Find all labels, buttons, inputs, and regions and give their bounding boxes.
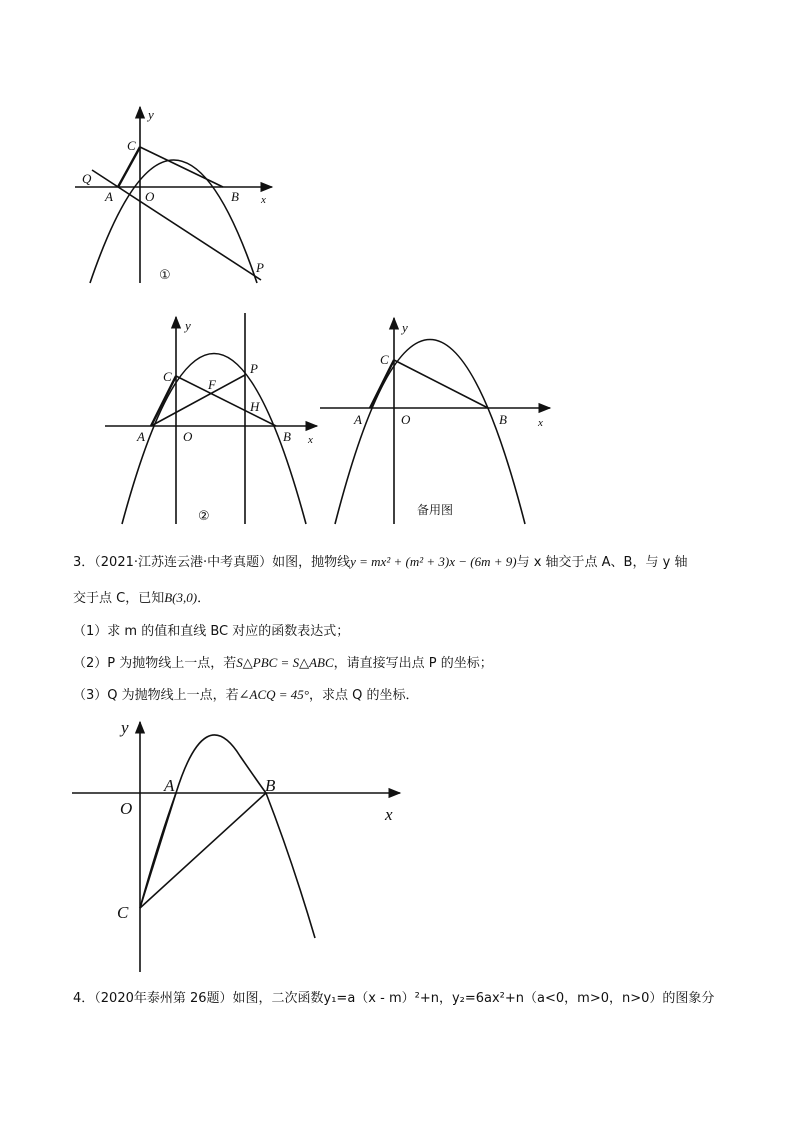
fig3-label-o: O (401, 412, 411, 427)
fig2-label-h: H (250, 399, 260, 414)
fig1-line-cb (140, 147, 223, 187)
problem-3-statement-line-1 (73, 553, 753, 572)
fig2-label-a: A (137, 429, 145, 444)
problem-3-question-1 (73, 623, 753, 641)
fig3-parabola (335, 340, 525, 525)
fig1-label-a: A (105, 189, 113, 204)
problem-3-q2-a: （2）P 为抛物线上一点，若 (73, 656, 237, 671)
problem-3-point-b: B(3,0) (164, 590, 198, 605)
fig2-label-x: x (308, 434, 313, 446)
fig4-label-o: O (120, 799, 133, 818)
fig1-line-ac (118, 147, 140, 187)
problem-3-q2-b: ，请直接写出点 P 的坐标； (333, 656, 493, 671)
fig2-label-o: O (183, 429, 193, 444)
fig4-label-y: y (121, 718, 129, 737)
problem-4-text: 4．（2020年泰州第 26题）如图，二次函数y₁=a（x - m）²+n，y₂=6ax²+n（a<0，m>0，n>0）的图象分 (73, 991, 715, 1006)
problem-3-question-3 (73, 686, 753, 705)
fig3-caption: 备用图 (417, 503, 454, 517)
problem-3-q2-formula: S△PBC = S△ABC (236, 655, 334, 670)
problem-3-q3-a: （3）Q 为抛物线上一点，若 (73, 688, 239, 703)
fig2-label-b: B (283, 429, 291, 444)
fig3-label-c: C (380, 352, 389, 367)
fig4-label-x: x (385, 805, 393, 824)
fig2-label-f: F (208, 377, 216, 392)
fig1-label-b: B (231, 189, 239, 204)
fig4-parabola (140, 735, 315, 938)
problem-3-after-formula: 与 x 轴交于点 A、B，与 y 轴 (516, 555, 688, 570)
problem-3-statement-line-2 (73, 589, 753, 608)
problem-3-head: 3．（2021·江苏连云港·中考真题）如图，抛物线 (73, 555, 351, 570)
fig3-line-cb (394, 360, 488, 408)
problem-3-line2-c: ． (197, 591, 211, 606)
fig1-parabola (90, 160, 257, 283)
fig1-label-y: y (148, 107, 154, 122)
fig3-label-x: x (538, 417, 543, 429)
fig4-label-a: A (164, 776, 175, 795)
problem-3-q3-formula: ∠ACQ = 45° (238, 687, 310, 702)
figure-1-labels (82, 107, 266, 283)
problem-3-q3-b: ，求点 Q 的坐标． (309, 688, 419, 703)
fig2-label-y: y (185, 318, 191, 333)
fig4-label-b: B (265, 776, 276, 795)
problem-3-q1-text: （1）求 m 的值和直线 BC 对应的函数表达式； (73, 624, 350, 639)
fig4-label-c: C (117, 903, 129, 922)
fig3-label-b: B (499, 412, 507, 427)
fig1-label-q: Q (82, 171, 92, 186)
fig1-label-c: C (127, 138, 136, 153)
fig3-label-y: y (402, 320, 408, 335)
problem-3-line2-a: 交于点 C，已知 (73, 591, 165, 606)
figure-2-labels (136, 318, 313, 524)
problem-4-statement (73, 990, 753, 1008)
fig1-label-p: P (256, 260, 264, 275)
fig3-line-ac (370, 360, 394, 408)
problem-3-question-2 (73, 654, 753, 673)
figure-2 (105, 313, 317, 524)
figure-4 (72, 722, 400, 972)
fig1-label-x: x (261, 194, 266, 206)
fig2-label-c: C (163, 369, 172, 384)
fig2-line-cb (176, 376, 276, 426)
fig1-label-o: O (145, 189, 155, 204)
fig2-label-p: P (250, 361, 258, 376)
fig2-caption: ② (198, 509, 210, 524)
problem-3-formula: y = mx² + (m² + 3)x − (6m + 9) (350, 554, 517, 569)
fig3-label-a: A (354, 412, 362, 427)
fig1-caption: ① (159, 268, 171, 283)
fig4-line-cb (140, 793, 266, 908)
